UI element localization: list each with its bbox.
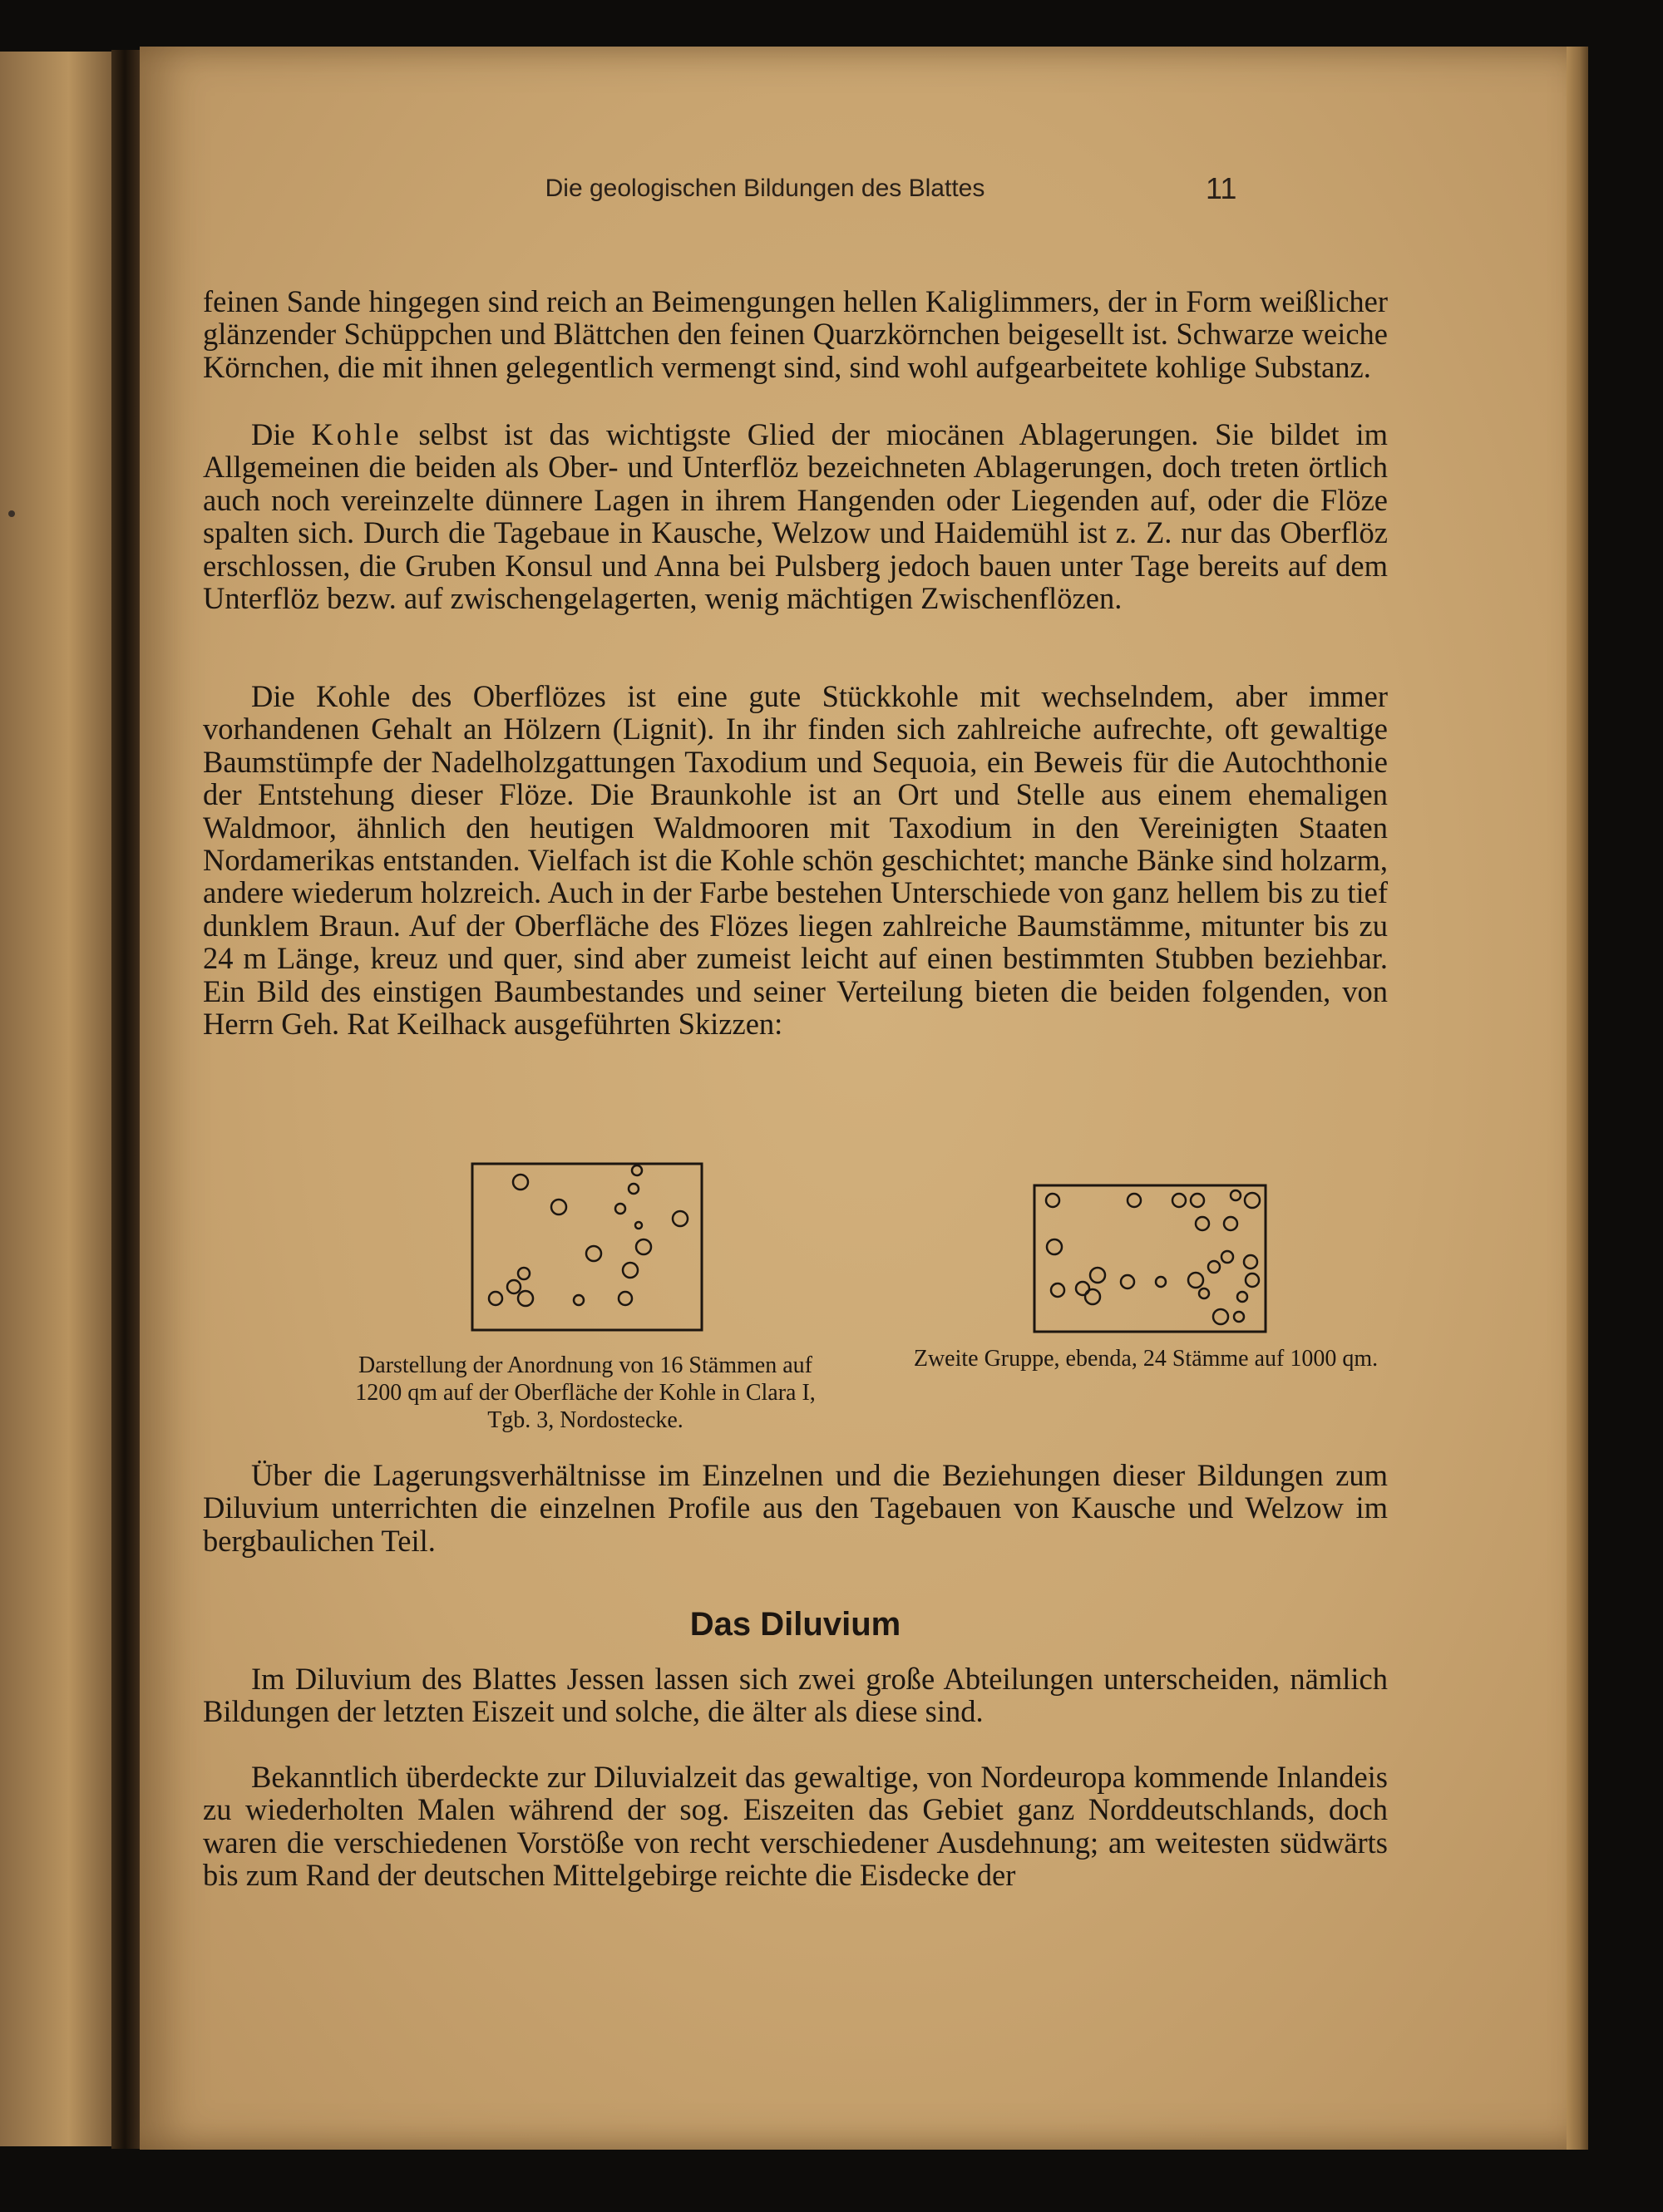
page-fore-edge (1567, 47, 1588, 2150)
section-heading: Das Diluvium (689, 1606, 901, 1643)
tree-stem (1085, 1289, 1100, 1304)
tree-stem (1047, 1239, 1062, 1254)
paragraph-inlandeis: Bekanntlich überdeckte zur Diluvialzeit das gewaltige, von Nordeuropa kommende Inlandeis zu wiederholten Malen während der sog. Eiszeiten das Gebiet ganz Norddeutschlands, doch waren die verschiedenen Vorstöße von recht verschiedener Ausdehnung; am weitesten südwärts bis zum Rand der deutschen Mittelgebirge reichte die Eisdecke der (203, 1760, 1388, 1893)
tree-stem (673, 1211, 688, 1226)
page-number: 11 (1206, 171, 1237, 205)
tree-stem (1246, 1274, 1259, 1287)
tree-stem (1156, 1277, 1166, 1287)
tree-stem (619, 1292, 632, 1305)
tree-stem (1208, 1261, 1220, 1273)
tree-stem (518, 1291, 533, 1306)
paragraph-kohle-lead: Die (251, 417, 312, 451)
paragraph-sand: feinen Sande hingegen sind reich an Beimengungen hellen Kaliglimmers, der in Form weißlicher glänzender Schüppchen und Blättchen den feinen Quarzkörnchen beigesellt ist. Schwarze weiche Körnchen, die mit ihnen gelegentlich vermengt sind, sind wohl aufgearbeitete kohlige Substanz. (203, 284, 1388, 384)
tree-stem (623, 1263, 638, 1278)
tree-stem (513, 1175, 528, 1190)
tree-stem (1090, 1268, 1105, 1283)
tree-stem (1046, 1194, 1059, 1207)
stem-sketch-right (1033, 1184, 1271, 1337)
tree-stem (1237, 1292, 1247, 1302)
paragraph-diluvium: Im Diluvium des Blattes Jessen lassen sich zwei große Abteilungen unterscheiden, nämlich Bildungen der letzten Eiszeit und solche, die älter als diese sind. (203, 1662, 1388, 1729)
tree-stem (1244, 1255, 1257, 1269)
tree-stem (1199, 1288, 1209, 1298)
tree-stem (632, 1165, 642, 1175)
tree-stem (1196, 1217, 1209, 1230)
tree-stem (1172, 1194, 1186, 1207)
tree-stem (615, 1204, 625, 1214)
tree-stem (1231, 1190, 1241, 1200)
tree-stem (1234, 1312, 1244, 1322)
tree-stem (1051, 1283, 1064, 1297)
previous-page-edge (0, 52, 125, 2146)
tree-stem (1191, 1194, 1204, 1207)
paragraph-kohle-emphasis: Kohle (311, 417, 402, 451)
ink-speck (8, 510, 15, 517)
tree-stem (629, 1184, 639, 1194)
tree-stem (1224, 1217, 1237, 1230)
tree-stem (507, 1280, 521, 1293)
paragraph-oberfloez: Die Kohle des Oberflözes ist eine gute Stückkohle mit wechselndem, aber immer vorhandenen Gehalt an Hölzern (Lignit). In ihr finden sich zahlreiche aufrechte, oft gewaltige Baumstümpfe der Nadelholzgattungen Taxodium und Sequoia, ein Beweis für die Autochthonie der Entstehung dieser Flöze. Die Braunkohle ist an Ort und Stelle aus einem ehemaligen Waldmoor, ähnlich den heutigen Waldmooren mit Taxodium in den Vereinigten Staaten Nordamerikas entstanden. Vielfach ist die Kohle schön geschichtet; manche Bänke sind holzarm, andere wiederum holzreich. Auch in der Farbe bestehen Unterschiede von ganz hellem bis zu tief dunklem Braun. Auf der Oberfläche des Flözes liegen zahlreiche Baumstämme, mitunter bis zu 24 m Länge, kreuz und quer, sind aber zumeist leicht auf einen bestimmten Stubben beziehbar. Ein Bild des einstigen Baumbestandes und seiner Verteilung bieten die beiden folgenden, von Herrn Geh. Rat Keilhack ausgeführten Skizzen: (203, 679, 1388, 1042)
tree-stem (489, 1292, 502, 1305)
running-title: Die geologischen Bildungen des Blattes (545, 175, 985, 202)
figure-caption-left: Darstellung der Anordnung von 16 Stämmen auf 1200 qm auf der Oberfläche der Kohle in Clara I, Tgb. 3, Nordostecke. (355, 1352, 816, 1433)
tree-stem (551, 1200, 566, 1214)
tree-stem (635, 1222, 642, 1229)
tree-stem (1245, 1193, 1260, 1208)
tree-stem (1188, 1273, 1203, 1288)
sketch-frame (1034, 1185, 1266, 1332)
tree-stem (1121, 1275, 1134, 1288)
tree-stem (586, 1246, 601, 1261)
paragraph-kohle (203, 418, 1388, 614)
tree-stem (518, 1268, 530, 1279)
tree-stem (636, 1239, 651, 1254)
stem-sketch-left (471, 1162, 705, 1335)
tree-stem (1128, 1194, 1141, 1207)
tree-stem (574, 1295, 584, 1305)
figure-caption-right: Zweite Gruppe, ebenda, 24 Stämme auf 1000 qm. (913, 1346, 1379, 1372)
paragraph-kohle-body: selbst ist das wichtigste Glied der miocänen Ablagerungen. Sie bildet im Allgemeinen die beiden als Ober- und Unterflöz bezeichneten Ablagerungen, doch treten örtlich auch noch vereinzelte dünnere Lagen in ihrem Hangenden oder Liegenden auf, oder die Flöze spalten sich. Durch die Tagebaue in Kausche, Welzow und Haidemühl ist z. Z. nur das Oberflöz erschlossen, die Gruben Konsul und Anna bei Pulsberg jedoch bauen unter Tage bereits auf dem Unterflöz bezw. auf zwischengelagerten, wenig mächtigen Zwischenflözen. (203, 417, 1388, 616)
paragraph-lagerung: Über die Lagerungsverhältnisse im Einzelnen und die Beziehungen dieser Bildungen zum Diluvium unterrichten die einzelnen Profile aus den Tagebauen von Kausche und Welzow im bergbaulichen Teil. (203, 1458, 1388, 1558)
tree-stem (1213, 1309, 1228, 1324)
sketch-frame (472, 1164, 702, 1330)
tree-stem (1221, 1251, 1233, 1263)
